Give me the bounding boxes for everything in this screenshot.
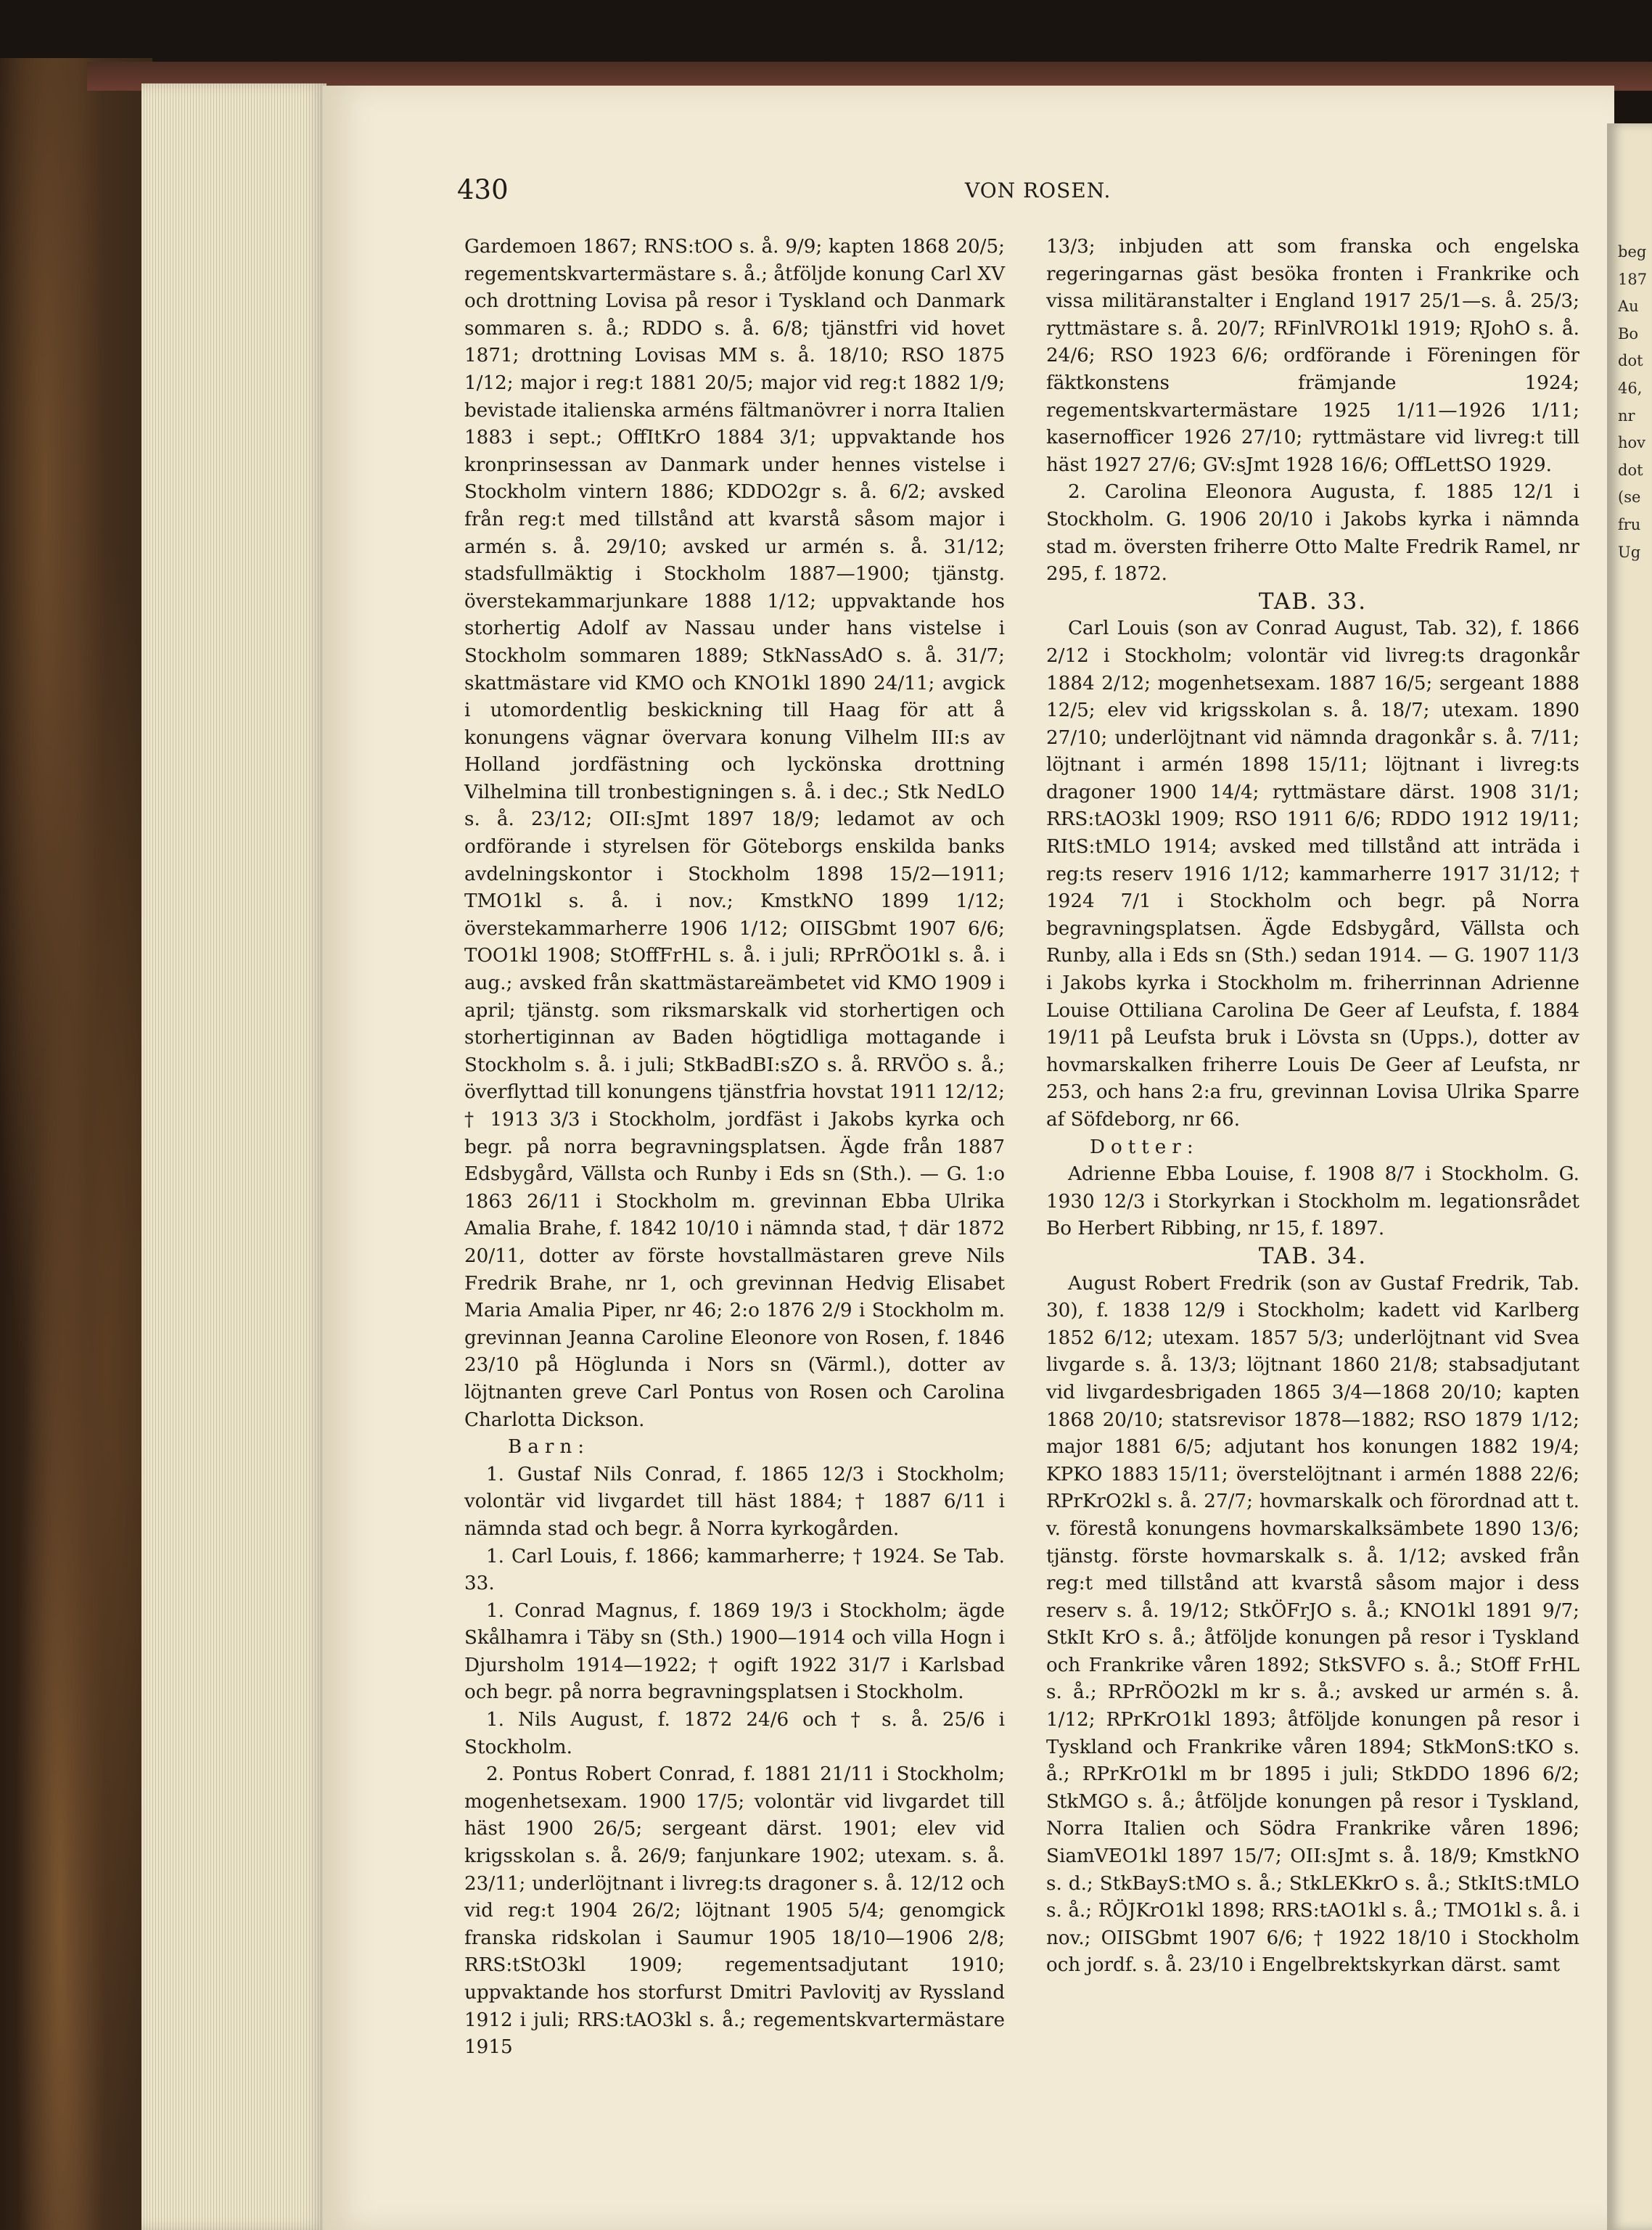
adjacent-page-fragment: fru xyxy=(1618,516,1641,533)
paragraph: Adrienne Ebba Louise, f. 1908 8/7 i Stockholm. G. 1930 12/3 i Storkyrkan i Stockholm m. legationsrådet Bo Herbert Ribbing, nr 15, f. 1897. xyxy=(1046,1163,1579,1240)
right-column xyxy=(1046,234,1579,1980)
paragraph: 1. Nils August, f. 1872 24/6 och † s. å. 25/6 i Stockholm. xyxy=(464,1709,1005,1758)
paragraph: 1. Carl Louis, f. 1866; kammarherre; † 1924. Se Tab. 33. xyxy=(464,1545,1005,1595)
paragraph: 13/3; inbjuden att som franska och engelska regeringarnas gäst besöka fronten i Frankrike och vissa militäranstalter i England 1917 25/1—s. å. 25/3; ryttmästare s. å. 20/7; RFinlVRO1kl 1919; RJohO s. å. 24/6; RSO 1923 6/6; ordförande i Föreningen för fäktkonstens främjande 1924; regementskvartermästare 1925 1/11—1926 1/11; kasernofficer 1926 27/10; ryttmästare vid livreg:t till häst 1927 27/6; GV:sJmt 1928 16/6; OffLettSO 1929. xyxy=(1046,236,1579,476)
adjacent-page-fragment: 46, xyxy=(1618,380,1643,397)
book-cover xyxy=(0,58,152,2230)
adjacent-page-fragment: Bo xyxy=(1618,324,1639,343)
daughter-heading: Dotter: xyxy=(1090,1136,1199,1158)
table-heading: TAB. 33. xyxy=(1258,588,1368,615)
adjacent-page-fragment: nr xyxy=(1618,406,1635,425)
page-stack-edges xyxy=(141,83,326,2230)
children-heading: Barn: xyxy=(508,1436,591,1459)
paragraph: 2. Carolina Eleonora Augusta, f. 1885 12/1 i Stockholm. G. 1906 20/10 i Jakobs kyrka i nämnda stad m. översten friherre Otto Malte Fredrik Ramel, nr 295, f. 1872. xyxy=(1046,481,1579,586)
paragraph: 1. Conrad Magnus, f. 1869 19/3 i Stockholm; ägde Skålhamra i Täby sn (Sth.) 1900—1914 och villa Hogn i Djursholm 1914—1922; † ogift 1922 31/7 i Karlsbad och begr. på norra begravningsplatsen i Stockholm. xyxy=(464,1599,1005,1704)
paragraph: 1. Gustaf Nils Conrad, f. 1865 12/3 i Stockholm; volontär vid livgardet till häst 1884; † 1887 6/11 i nämnda stad och begr. å Norra kyrkogården. xyxy=(464,1463,1005,1540)
adjacent-page-fragment: Ug xyxy=(1618,543,1641,561)
adjacent-page-fragment: dot xyxy=(1618,461,1643,479)
adjacent-page-fragment: dot xyxy=(1618,352,1643,370)
table-heading: TAB. 34. xyxy=(1258,1242,1368,1269)
running-head xyxy=(457,174,1603,210)
adjacent-page-fragment: (se xyxy=(1618,488,1641,507)
running-title: VON ROSEN. xyxy=(965,179,1111,202)
page-number: 430 xyxy=(457,174,509,205)
adjacent-page-fragment: hov xyxy=(1618,434,1646,452)
adjacent-page-fragment: 187 xyxy=(1618,270,1648,288)
paragraph: Gardemoen 1867; RNS:tOO s. å. 9/9; kapten 1868 20/5; regementskvartermästare s. å.; åtföljde konung Carl XV och drottning Lovisa på resor i Tyskland och Danmark sommaren s. å.; RDDO s. å. 6/8; tjänstfri vid hovet 1871; drottning Lovisas MM s. å. 18/10; RSO 1875 1/12; major i reg:t 1881 20/5; major vid reg:t 1882 1/9; bevistade italienska arméns fältmanövrer i norra Italien 1883 i sept.; OffItKrO 1884 3/1; uppvaktande hos kronprinsessan av Danmark under hennes vistelse i Stockholm vintern 1886; KDDO2gr s. å. 6/2; avsked från reg:t med tillstånd att kvarstå såsom major i armén s. å. 29/10; avsked ur armén s. å. 31/12; stadsfullmäktig i Stockholm 1887—1900; tjänstg. överstekammarjunkare 1888 1/12; uppvaktande hos storhertig Adolf av Nassau under hans vistelse i Stockholm sommaren 1889; StkNassAdO s. å. 31/7; skattmästare vid KMO och KNO1kl 1890 24/11; avgick i utomordentlig beskickning till Haag för att å konungens vägnar övervara konung Vilhelm III:s av Holland jordfästning och lyckönska drottning Vilhelmina till tronbestigningen s. å. i dec.; Stk NedLO s. å. 23/12; OII:sJmt 1897 18/9; ledamot av och ordförande i styrelsen för Göteborgs enskilda banks avdelningskontor i Stockholm 1898 15/2—1911; TMO1kl s. å. i nov.; KmstkNO 1899 1/12; överstekammarherre 1906 1/12; OIISGbmt 1907 6/6; TOO1kl 1908; StOffFrHL s. å. i juli; RPrRÖO1kl s. å. i aug.; avsked från skattmästareämbetet vid KMO 1909 i april; tjänstg. som riksmarskalk vid storhertigen och storhertiginnan av Baden högtidliga mottagande i Stockholm s. å. i juli; StkBadBI:sZO s. å. RRVÖO s. å.; överflyttad till konungens tjänstfria hovstat 1911 12/12; † 1913 3/3 i Stockholm, jordfäst i Jakobs kyrka och begr. på norra begravningsplatsen. Ägde från 1887 Edsbygård, Vällsta och Runby i Eds sn (Sth.). — G. 1:o 1863 26/11 i Stockholm m. grevinnan Ebba Ulrika Amalia Brahe, f. 1842 10/10 i nämnda stad, † där 1872 20/11, dotter av förste hovstallmästaren greve Nils Fredrik Brahe, nr 1, och grevinnan Hedvig Elisabet Maria Amalia Piper, nr 46; 2:o 1876 2/9 i Stockholm m. grevinnan Jeanna Caroline Eleonore von Rosen, f. 1846 23/10 på Höglunda i Nors sn (Värml.), dotter av löjtnanten greve Carl Pontus von Rosen och Carolina Charlotta Dickson. xyxy=(464,236,1005,1431)
adjacent-page-fragment: beg xyxy=(1618,243,1647,261)
paragraph: August Robert Fredrik (son av Gustaf Fredrik, Tab. 30), f. 1838 12/9 i Stockholm; kadett vid Karlberg 1852 6/12; utexam. 1857 5/3; underlöjtnant vid Svea livgarde s. å. 13/3; löjtnant 1860 21/8; stabsadjutant vid livgardesbrigaden 1865 3/4—1868 20/10; kapten 1868 20/10; statsrevisor 1878—1882; RSO 1879 1/12; major 1881 6/5; adjutant hos konungen 1882 19/4; KPKO 1883 15/11; överstelöjtnant i armén 1888 22/6; RPrKrO2kl s. å. 27/7; hovmarskalk och förordnad att t. v. förestå konungens hovmarskalksämbete 1890 13/6; tjänstg. förste hovmarskalk s. å. 1/12; avsked från reg:t med tillstånd att kvarstå såsom major i dess reserv s. å. 19/12; StkÖFrJO s. å.; KNO1kl 1891 9/7; StkIt KrO s. å.; åtföljde konungen på resor i Tyskland och Frankrike våren 1892; StkSVFO s. å.; StOff FrHL s. å.; RPrRÖO2kl m kr s. å.; avsked ur armén s. å. 1/12; RPrKrO1kl 1893; åtföljde konungen på resor i Tyskland och Frankrike våren 1894; StkMonS:tKO s. å.; RPrKrO1kl m br 1895 i juli; StkDDO 1896 6/2; StkMGO s. å.; åtföljde konungen på resor i Tyskland, Norra Italien och Södra Frankrike våren 1896; SiamVEO1kl 1897 15/7; OII:sJmt s. å. 18/9; KmstkNO s. d.; StkBayS:tMO s. å.; StkLEKkrO s. å.; StkItS:tMLO s. å.; RÖJKrO1kl 1898; RRS:tAO1kl s. å.; TMO1kl s. å. i nov.; OIISGbmt 1907 6/6; † 1922 18/10 i Stockholm och jordf. s. å. 23/10 i Engelbrektskyrkan därst. samt xyxy=(1046,1272,1579,1977)
paragraph: 2. Pontus Robert Conrad, f. 1881 21/11 i Stockholm; mogenhetsexam. 1900 17/5; volontär vid livgardet till häst 1900 26/5; sergeant därst. 1901; elev vid krigsskolan s. å. 26/9; fanjunkare 1902; utexam. s. å. 23/11; underlöjtnant i livreg:ts dragoner s. å. 12/12 och vid reg:t 1904 26/2; löjtnant 1905 5/4; genomgick franska ridskolan i Saumur 1905 18/10—1906 2/8; RRS:tStO3kl 1909; regementsadjutant 1910; uppvaktande hos storfurst Dmitri Pavlovitj av Ryssland 1912 i juli; RRS:tAO3kl s. å.; regementskvartermästare 1915 xyxy=(464,1763,1005,2059)
left-column xyxy=(464,234,1005,2062)
adjacent-page-fragment: Au xyxy=(1618,298,1639,316)
paragraph: Carl Louis (son av Conrad August, Tab. 32), f. 1866 2/12 i Stockholm; volontär vid livreg:ts dragonkår 1884 2/12; mogenhetsexam. 1887 16/5; sergeant 1888 12/5; elev vid krigsskolan s. å. 18/7; utexam. 1890 27/10; underlöjtnant vid nämnda dragonkår s. å. 7/11; löjtnant i armén 1898 15/11; löjtnant i livreg:ts dragoner 1900 14/4; ryttmästare därst. 1908 31/1; RRS:tAO3kl 1909; RSO 1911 6/6; RDDO 1912 19/11; RItS:tMLO 1914; avsked med tillstånd att inträda i reg:ts reserv 1916 1/12; kammarherre 1917 31/12; † 1924 7/1 i Stockholm och begr. på Norra begravningsplatsen. Ägde Edsbygård, Vällsta och Runby, alla i Eds sn (Sth.) sedan 1914. — G. 1907 11/3 i Jakobs kyrka i Stockholm m. friherrinnan Adrienne Louise Ottiliana Carolina De Geer af Leufsta, f. 1884 19/11 på Leufsta bruk i Lövsta sn (Upps.), dotter av hovmarskalken friherre Louis De Geer af Leufsta, nr 253, och hans 2:a fru, grevinnan Lovisa Ulrika Sparre af Söfdeborg, nr 66. xyxy=(1046,618,1579,1131)
